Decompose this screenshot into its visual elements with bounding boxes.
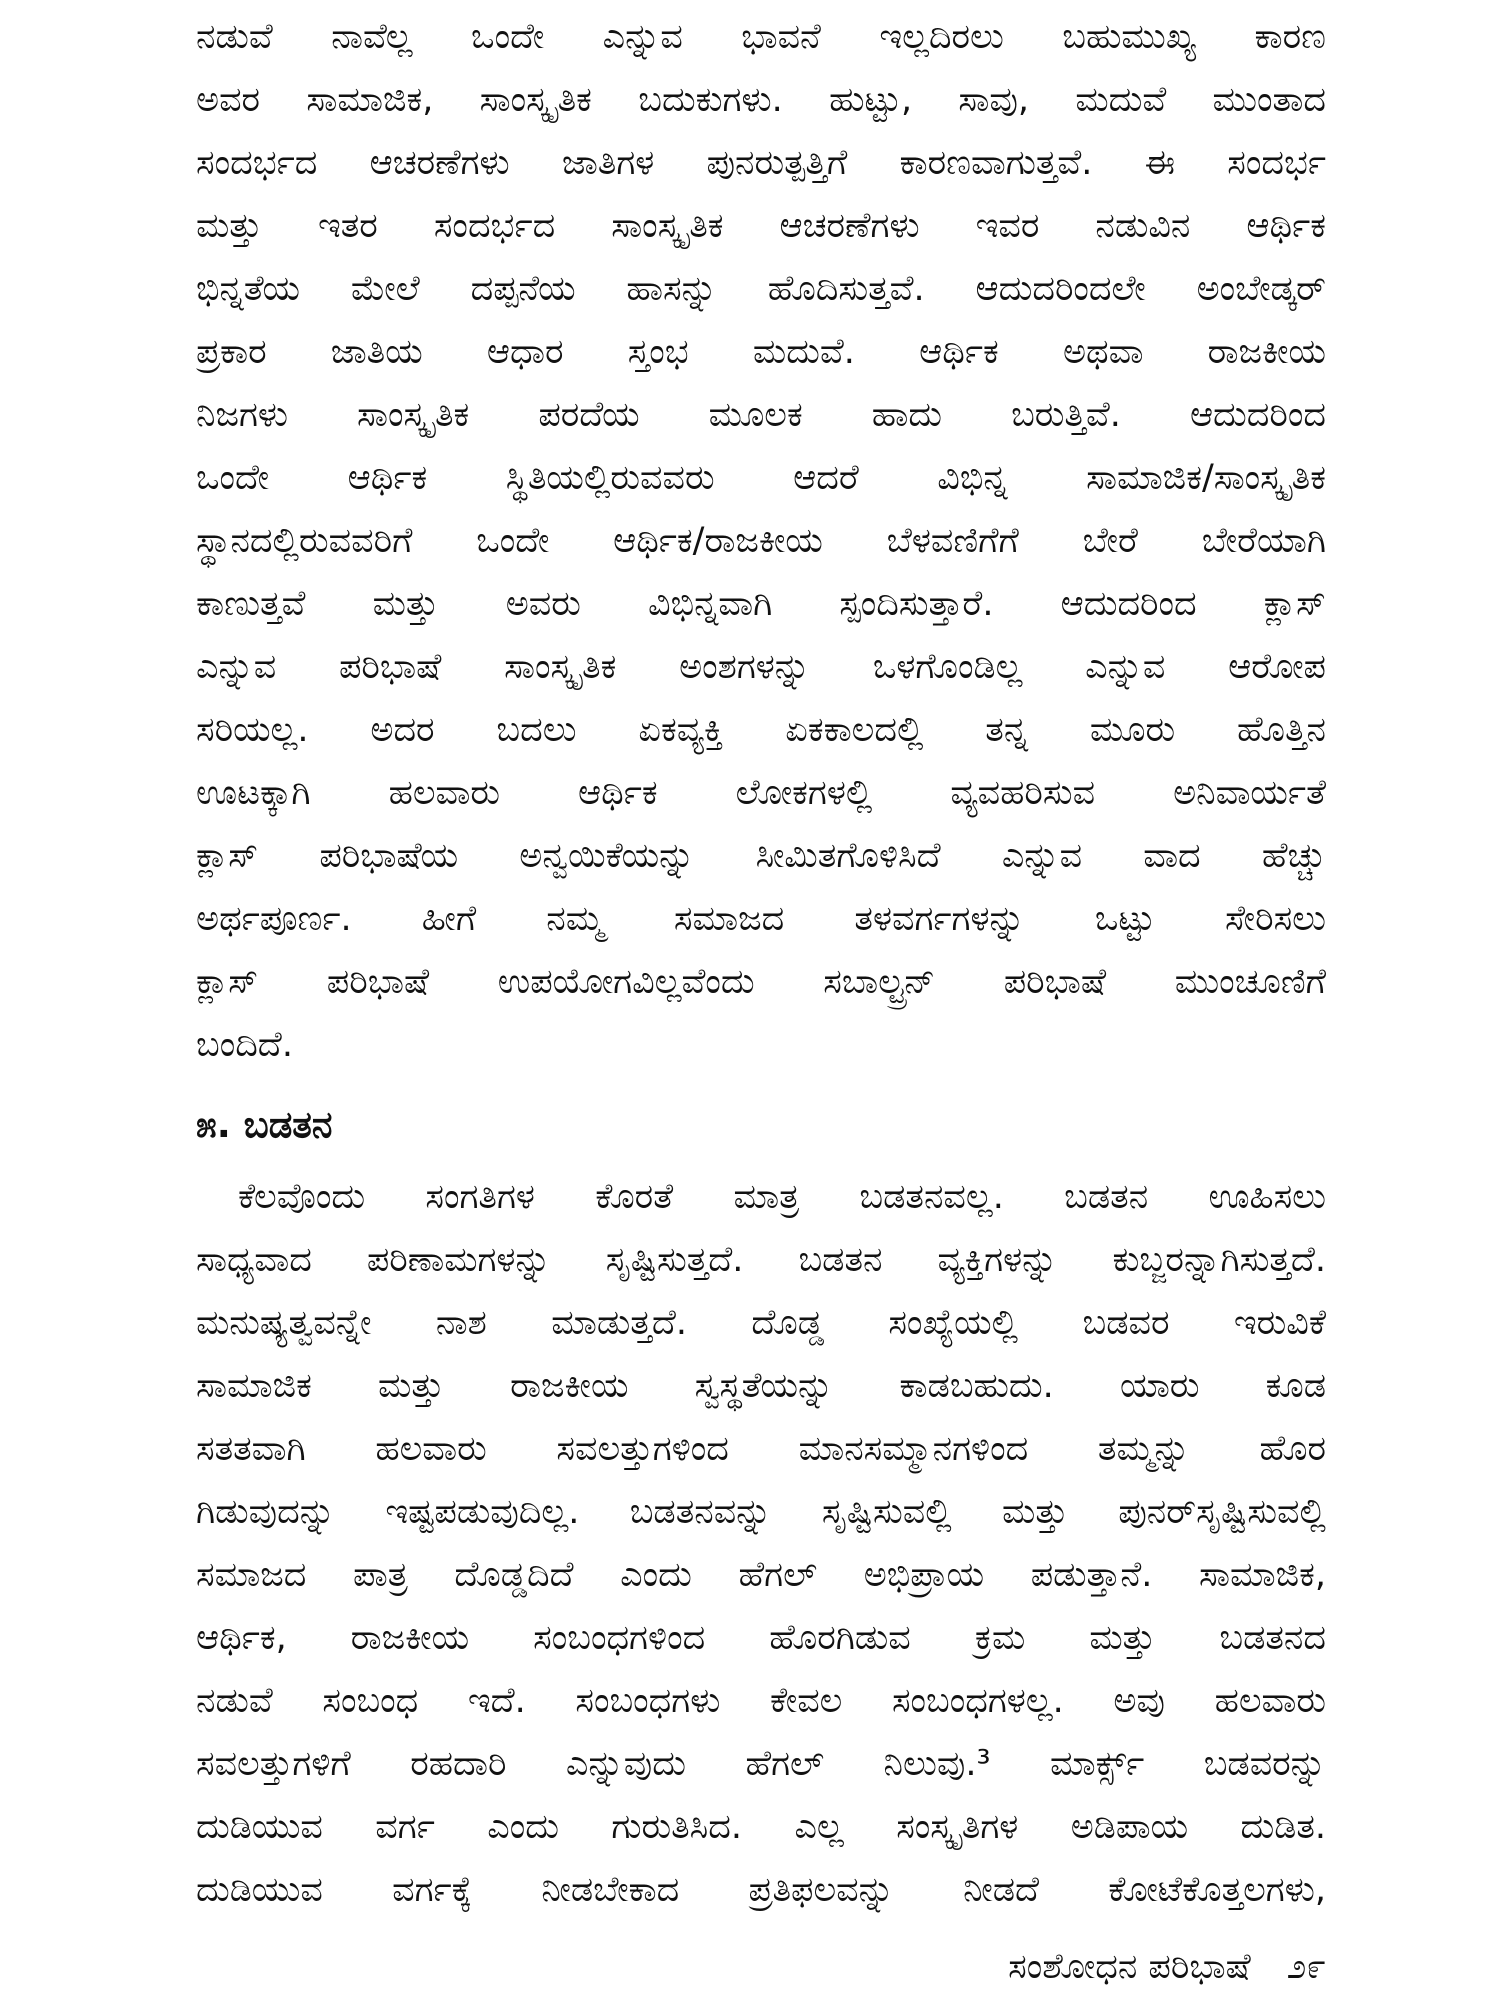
- text-line: ಸವಲತ್ತುಗಳಿಗೆ ರಹದಾರಿ ಎನ್ನುವುದು ಹೆಗಲ್ ನಿಲುವು.³ ಮಾರ್ಕ್ಸ್ ಬಡವರನ್ನು: [196, 1744, 1326, 1784]
- text-line: ಕಾಣುತ್ತವೆ ಮತ್ತು ಅವರು ವಿಭಿನ್ನವಾಗಿ ಸ್ಪಂದಿಸುತ್ತಾರೆ. ಆದುದರಿಂದ ಕ್ಲಾಸ್: [196, 584, 1326, 624]
- text-line: ದುಡಿಯುವ ವರ್ಗಕ್ಕೆ ನೀಡಬೇಕಾದ ಪ್ರತಿಫಲವನ್ನು ನೀಡದೆ ಕೋಟೆಕೊತ್ತಲಗಳು,: [196, 1870, 1326, 1910]
- text-line: ಕೆಲವೊಂದು ಸಂಗತಿಗಳ ಕೊರತೆ ಮಾತ್ರ ಬಡತನವಲ್ಲ. ಬಡತನ ಊಹಿಸಲು: [238, 1177, 1326, 1217]
- page-number: ೨೯: [1286, 1947, 1326, 1987]
- text-line: ಎನ್ನುವ ಪರಿಭಾಷೆ ಸಾಂಸ್ಕೃತಿಕ ಅಂಶಗಳನ್ನು ಒಳಗೊಂಡಿಲ್ಲ ಎನ್ನುವ ಆರೋಪ: [196, 647, 1326, 687]
- text-line: ಸಾಮಾಜಿಕ ಮತ್ತು ರಾಜಕೀಯ ಸ್ವಸ್ಥತೆಯನ್ನು ಕಾಡಬಹುದು. ಯಾರು ಕೂಡ: [196, 1366, 1326, 1406]
- text-line: ಅರ್ಥಪೂರ್ಣ. ಹೀಗೆ ನಮ್ಮ ಸಮಾಜದ ತಳವರ್ಗಗಳನ್ನು ಒಟ್ಟು ಸೇರಿಸಲು: [196, 899, 1326, 939]
- text-line: ಪ್ರಕಾರ ಜಾತಿಯ ಆಧಾರ ಸ್ತಂಭ ಮದುವೆ. ಆರ್ಥಿಕ ಅಥವಾ ರಾಜಕೀಯ: [196, 332, 1326, 372]
- document-page: [196, 8, 1326, 1998]
- text-line: ಸತತವಾಗಿ ಹಲವಾರು ಸವಲತ್ತುಗಳಿಂದ ಮಾನಸಮ್ಮಾನಗಳಿಂದ ತಮ್ಮನ್ನು ಹೊರ: [196, 1429, 1326, 1469]
- text-line: ಅವರ ಸಾಮಾಜಿಕ, ಸಾಂಸ್ಕೃತಿಕ ಬದುಕುಗಳು. ಹುಟ್ಟು, ಸಾವು, ಮದುವೆ ಮುಂತಾದ: [196, 80, 1326, 120]
- text-line: ಮನುಷ್ಯತ್ವವನ್ನೇ ನಾಶ ಮಾಡುತ್ತದೆ. ದೊಡ್ಡ ಸಂಖ್ಯೆಯಲ್ಲಿ ಬಡವರ ಇರುವಿಕೆ: [196, 1303, 1326, 1343]
- page-footer: [1008, 1938, 1326, 1996]
- text-line: ನಡುವೆ ನಾವೆಲ್ಲ ಒಂದೇ ಎನ್ನುವ ಭಾವನೆ ಇಲ್ಲದಿರಲು ಬಹುಮುಖ್ಯ ಕಾರಣ: [196, 17, 1326, 57]
- text-line: ಬಂದಿದೆ.: [196, 1025, 293, 1065]
- running-title: ಸಂಶೋಧನ ಪರಿಭಾಷೆ: [1008, 1947, 1251, 1987]
- text-line: ನಡುವೆ ಸಂಬಂಧ ಇದೆ. ಸಂಬಂಧಗಳು ಕೇವಲ ಸಂಬಂಧಗಳಲ್ಲ. ಅವು ಹಲವಾರು: [196, 1681, 1326, 1721]
- text-line: ಸಮಾಜದ ಪಾತ್ರ ದೊಡ್ಡದಿದೆ ಎಂದು ಹೆಗಲ್ ಅಭಿಪ್ರಾಯ ಪಡುತ್ತಾನೆ. ಸಾಮಾಜಿಕ,: [196, 1555, 1326, 1595]
- text-line: ಸ್ಥಾನದಲ್ಲಿರುವವರಿಗೆ ಒಂದೇ ಆರ್ಥಿಕ/ರಾಜಕೀಯ ಬೆಳವಣಿಗೆಗೆ ಬೇರೆ ಬೇರೆಯಾಗಿ: [196, 521, 1326, 561]
- section-heading: ೫. ಬಡತನ: [196, 1103, 333, 1146]
- text-line: ದುಡಿಯುವ ವರ್ಗ ಎಂದು ಗುರುತಿಸಿದ. ಎಲ್ಲ ಸಂಸ್ಕೃತಿಗಳ ಅಡಿಪಾಯ ದುಡಿತ.: [196, 1807, 1326, 1847]
- text-line: ನಿಜಗಳು ಸಾಂಸ್ಕೃತಿಕ ಪರದೆಯ ಮೂಲಕ ಹಾದು ಬರುತ್ತಿವೆ. ಆದುದರಿಂದ: [196, 395, 1326, 435]
- text-line: ಸಾಧ್ಯವಾದ ಪರಿಣಾಮಗಳನ್ನು ಸೃಷ್ಟಿಸುತ್ತದೆ. ಬಡತನ ವ್ಯಕ್ತಿಗಳನ್ನು ಕುಬ್ಜರನ್ನಾಗಿಸುತ್ತದೆ.: [196, 1240, 1326, 1280]
- text-line: ಮತ್ತು ಇತರ ಸಂದರ್ಭದ ಸಾಂಸ್ಕೃತಿಕ ಆಚರಣೆಗಳು ಇವರ ನಡುವಿನ ಆರ್ಥಿಕ: [196, 206, 1326, 246]
- text-line: ಸಂದರ್ಭದ ಆಚರಣೆಗಳು ಜಾತಿಗಳ ಪುನರುತ್ಪತ್ತಿಗೆ ಕಾರಣವಾಗುತ್ತವೆ. ಈ ಸಂದರ್ಭ: [196, 143, 1326, 183]
- text-line: ಗಿಡುವುದನ್ನು ಇಷ್ಟಪಡುವುದಿಲ್ಲ. ಬಡತನವನ್ನು ಸೃಷ್ಟಿಸುವಲ್ಲಿ ಮತ್ತು ಪುನರ್‌ಸೃಷ್ಟಿಸುವಲ್ಲಿ: [196, 1492, 1326, 1532]
- text-line: ಭಿನ್ನತೆಯ ಮೇಲೆ ದಪ್ಪನೆಯ ಹಾಸನ್ನು ಹೊದಿಸುತ್ತವೆ. ಆದುದರಿಂದಲೇ ಅಂಬೇಡ್ಕರ್: [196, 269, 1326, 309]
- text-line: ಕ್ಲಾಸ್ ಪರಿಭಾಷೆ ಉಪಯೋಗವಿಲ್ಲವೆಂದು ಸಬಾಲ್ಟ್ರನ್ ಪರಿಭಾಷೆ ಮುಂಚೂಣಿಗೆ: [196, 962, 1326, 1002]
- text-line: ಕ್ಲಾಸ್ ಪರಿಭಾಷೆಯ ಅನ್ವಯಿಕೆಯನ್ನು ಸೀಮಿತಗೊಳಿಸಿದೆ ಎನ್ನುವ ವಾದ ಹೆಚ್ಚು: [196, 836, 1326, 876]
- text-line: ಆರ್ಥಿಕ, ರಾಜಕೀಯ ಸಂಬಂಧಗಳಿಂದ ಹೊರಗಿಡುವ ಕ್ರಮ ಮತ್ತು ಬಡತನದ: [196, 1618, 1326, 1658]
- text-line: ಊಟಕ್ಕಾಗಿ ಹಲವಾರು ಆರ್ಥಿಕ ಲೋಕಗಳಲ್ಲಿ ವ್ಯವಹರಿಸುವ ಅನಿವಾರ್ಯತೆ: [196, 773, 1326, 813]
- text-line: ಸರಿಯಲ್ಲ. ಅದರ ಬದಲು ಏಕವ್ಯಕ್ತಿ ಏಕಕಾಲದಲ್ಲಿ ತನ್ನ ಮೂರು ಹೊತ್ತಿನ: [196, 710, 1326, 750]
- text-line: ಒಂದೇ ಆರ್ಥಿಕ ಸ್ಥಿತಿಯಲ್ಲಿರುವವರು ಆದರೆ ವಿಭಿನ್ನ ಸಾಮಾಜಿಕ/ಸಾಂಸ್ಕೃತಿಕ: [196, 458, 1326, 498]
